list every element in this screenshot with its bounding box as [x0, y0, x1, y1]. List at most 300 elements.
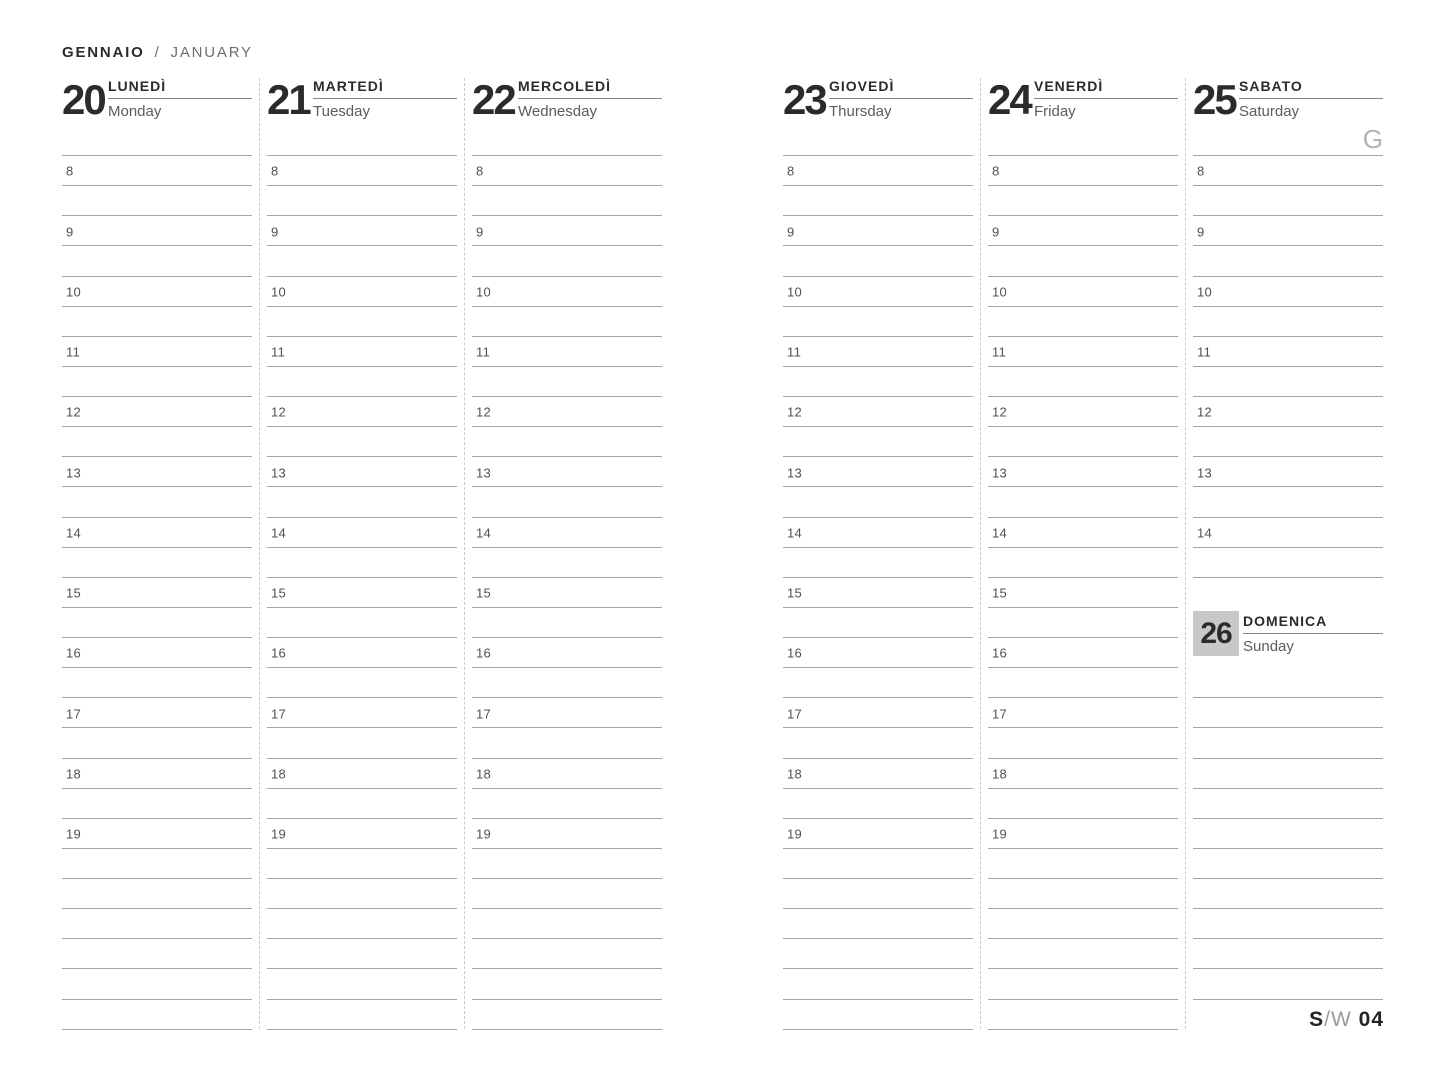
time-slot-row: [783, 638, 973, 668]
time-slot-row: [783, 156, 973, 186]
time-slot-row: [783, 789, 973, 819]
time-slot-row: [988, 216, 1178, 246]
hour-label: 11: [271, 344, 286, 360]
time-slot-row: [267, 487, 457, 517]
hour-label: 18: [787, 766, 803, 782]
day-header: [267, 78, 457, 155]
time-slot-row: [267, 849, 457, 879]
day-name-block: [313, 78, 457, 120]
day-name-block: [1034, 78, 1178, 120]
time-slot-row: [1193, 518, 1383, 548]
time-slot-row: [267, 789, 457, 819]
time-slot-row: [988, 156, 1178, 186]
time-slot-row: [783, 397, 973, 427]
time-slot-row: [472, 1000, 662, 1030]
time-slot-row: [62, 909, 252, 939]
time-slot-row: [1193, 548, 1383, 578]
time-slot-row: [988, 819, 1178, 849]
time-slot-row: [988, 397, 1178, 427]
hour-label: 15: [476, 585, 492, 601]
time-slot-row: [472, 578, 662, 608]
day-name-italian: GIOVEDÌ: [829, 78, 973, 99]
time-slot-row: [62, 216, 252, 246]
time-slot-row: [1193, 487, 1383, 517]
day-name-italian: LUNEDÌ: [108, 78, 252, 99]
time-slot-row: [62, 759, 252, 789]
time-slot-row: [988, 638, 1178, 668]
day-name-block: [108, 78, 252, 120]
time-slot-row: [267, 367, 457, 397]
time-slot-row: [988, 939, 1178, 969]
time-slot-row: [267, 337, 457, 367]
time-slot-row: [62, 608, 252, 638]
time-slot-row: [1193, 759, 1383, 789]
time-slot-row: [472, 608, 662, 638]
day-number: 24: [988, 76, 1031, 123]
time-slot-row: [267, 518, 457, 548]
time-slot-row: [267, 909, 457, 939]
time-slot-row: [783, 277, 973, 307]
hour-label: 13: [66, 465, 82, 481]
day-name-italian: VENERDÌ: [1034, 78, 1178, 99]
time-slot-row: [62, 728, 252, 758]
time-slot-row: [267, 427, 457, 457]
time-slot-row: [1193, 879, 1383, 909]
time-slot-row: [1193, 246, 1383, 276]
hour-label: 10: [66, 284, 82, 300]
time-slot-row: [1193, 819, 1383, 849]
time-slot-row: [62, 939, 252, 969]
time-slot-row: [988, 548, 1178, 578]
time-slot-row: [783, 578, 973, 608]
hour-label: 19: [271, 826, 287, 842]
time-slot-row: [472, 156, 662, 186]
time-slot-row: [267, 698, 457, 728]
time-slot-row: [1193, 216, 1383, 246]
week-label: W: [1330, 1008, 1352, 1031]
week-number: [1309, 1008, 1384, 1032]
time-slot-row: [62, 397, 252, 427]
time-slot-row: [62, 367, 252, 397]
day-name-block: [1243, 611, 1383, 655]
hour-label: 11: [1197, 344, 1212, 360]
day-name-english: Thursday: [829, 103, 892, 120]
time-slot-row: [1193, 156, 1383, 186]
time-slot-row: [988, 789, 1178, 819]
time-slot-row: [62, 246, 252, 276]
month-header: [62, 44, 253, 61]
time-slot-row: [472, 698, 662, 728]
time-slot-row: [267, 819, 457, 849]
time-slot-row: [988, 457, 1178, 487]
hour-label: 11: [66, 344, 81, 360]
time-slot-row: [988, 277, 1178, 307]
time-slot-row: [62, 277, 252, 307]
time-slot-row: [267, 457, 457, 487]
time-slot-row: [62, 156, 252, 186]
time-slot-row: [988, 1000, 1178, 1030]
hour-label: 8: [992, 163, 1000, 179]
time-slot-row: [472, 849, 662, 879]
time-slot-row: [988, 518, 1178, 548]
time-slot-row: [783, 457, 973, 487]
time-slot-row: [62, 548, 252, 578]
time-slot-row: [988, 969, 1178, 999]
hour-label: 14: [992, 525, 1008, 541]
hour-label: 8: [476, 163, 484, 179]
time-slot-row: [783, 849, 973, 879]
hour-label: 17: [992, 706, 1008, 722]
time-slot-row: [988, 759, 1178, 789]
hour-label: 9: [1197, 224, 1205, 240]
time-slot-row: [62, 879, 252, 909]
day-number: 20: [62, 76, 105, 123]
time-slot-row: [1193, 728, 1383, 758]
day-grid: [267, 155, 457, 1030]
time-slot-row: [988, 909, 1178, 939]
time-slot-row: [783, 608, 973, 638]
time-slot-row: [988, 879, 1178, 909]
column-separator: [464, 78, 465, 1029]
time-slot-row: [267, 939, 457, 969]
time-slot-row: [783, 728, 973, 758]
time-slot-row: [1193, 789, 1383, 819]
time-slot-row: [62, 819, 252, 849]
hour-label: 16: [992, 645, 1008, 661]
time-slot-row: [783, 909, 973, 939]
time-slot-row: [472, 879, 662, 909]
time-slot-row: [1193, 849, 1383, 879]
day-number: 25: [1193, 76, 1236, 123]
hour-label: 17: [787, 706, 803, 722]
time-slot-row: [1193, 337, 1383, 367]
hour-label: 10: [1197, 284, 1213, 300]
time-slot-row: [1193, 668, 1383, 698]
day-name-english: Saturday: [1239, 103, 1300, 120]
time-slot-row: [988, 427, 1178, 457]
hour-label: 13: [992, 465, 1008, 481]
day-name-italian: MARTEDÌ: [313, 78, 457, 99]
hour-label: 10: [271, 284, 287, 300]
time-slot-row: [472, 638, 662, 668]
hour-label: 10: [476, 284, 492, 300]
time-slot-row: [783, 819, 973, 849]
day-header: [783, 78, 973, 155]
day-name-italian: SABATO: [1239, 78, 1383, 99]
hour-label: 14: [271, 525, 287, 541]
time-slot-row: [783, 759, 973, 789]
hour-label: 12: [476, 404, 492, 420]
time-slot-row: [62, 578, 252, 608]
hour-label: 9: [271, 224, 279, 240]
day-name-italian: DOMENICA: [1243, 611, 1383, 634]
hour-label: 15: [66, 585, 82, 601]
day-header: [1193, 78, 1383, 155]
hour-label: 12: [787, 404, 803, 420]
time-slot-row: [783, 307, 973, 337]
time-slot-row: [1193, 307, 1383, 337]
time-slot-row: [267, 578, 457, 608]
day-header: [472, 78, 662, 155]
time-slot-row: [472, 969, 662, 999]
time-slot-row: [1193, 427, 1383, 457]
day-column-tuesday: [267, 78, 457, 1029]
time-slot-row: [62, 638, 252, 668]
column-separator: [980, 78, 981, 1029]
hour-label: 11: [992, 344, 1007, 360]
time-slot-row: [62, 1000, 252, 1030]
hour-label: 8: [271, 163, 279, 179]
hour-label: 12: [66, 404, 82, 420]
time-slot-row: [472, 397, 662, 427]
time-slot-row: [472, 518, 662, 548]
hour-label: 14: [66, 525, 82, 541]
hour-label: 8: [1197, 163, 1205, 179]
hour-label: 15: [992, 585, 1008, 601]
time-slot-row: [267, 246, 457, 276]
day-number: 21: [267, 76, 310, 123]
hour-label: 13: [476, 465, 492, 481]
time-slot-row: [988, 367, 1178, 397]
time-slot-row: [472, 939, 662, 969]
day-name-english: Sunday: [1243, 638, 1294, 655]
hour-label: 14: [1197, 525, 1213, 541]
time-slot-row: [472, 759, 662, 789]
hour-label: 9: [787, 224, 795, 240]
hour-label: 11: [476, 344, 491, 360]
day-name-block: [518, 78, 662, 120]
column-separator: [259, 78, 260, 1029]
hour-label: 17: [476, 706, 492, 722]
time-slot-row: [988, 246, 1178, 276]
time-slot-row: [783, 698, 973, 728]
time-slot-row: [1193, 909, 1383, 939]
time-slot-row: [267, 186, 457, 216]
time-slot-row: [472, 909, 662, 939]
time-slot-row: [783, 186, 973, 216]
hour-label: 14: [476, 525, 492, 541]
time-slot-row: [783, 668, 973, 698]
time-slot-row: [62, 668, 252, 698]
time-slot-row: [1193, 698, 1383, 728]
time-slot-row: [62, 698, 252, 728]
time-slot-row: [783, 939, 973, 969]
hour-label: 14: [787, 525, 803, 541]
day-number: 22: [472, 76, 515, 123]
hour-label: 10: [787, 284, 803, 300]
time-slot-row: [62, 427, 252, 457]
day-grid: [62, 155, 252, 1030]
time-slot-row: [988, 728, 1178, 758]
hour-label: 8: [787, 163, 795, 179]
time-slot-row: [472, 548, 662, 578]
time-slot-row: [267, 277, 457, 307]
day-column-monday: [62, 78, 252, 1029]
week-separator: /: [1324, 1008, 1331, 1031]
time-slot-row: [62, 518, 252, 548]
hour-label: 19: [66, 826, 82, 842]
time-slot-row: [472, 307, 662, 337]
hour-label: 19: [787, 826, 803, 842]
hour-label: 19: [476, 826, 492, 842]
time-slot-row: [1193, 397, 1383, 427]
hour-label: 16: [476, 645, 492, 661]
time-slot-row: [267, 397, 457, 427]
day-header: [988, 78, 1178, 155]
time-slot-row: [988, 608, 1178, 638]
time-slot-row: [1193, 969, 1383, 999]
time-slot-row: [988, 186, 1178, 216]
time-slot-row: [472, 186, 662, 216]
time-slot-row: [62, 789, 252, 819]
month-name-italian: GENNAIO: [62, 44, 145, 61]
time-slot-row: [988, 578, 1178, 608]
time-slot-row: [62, 337, 252, 367]
hour-label: 10: [992, 284, 1008, 300]
day-number: 23: [783, 76, 826, 123]
time-slot-row: [472, 487, 662, 517]
time-slot-row: [267, 156, 457, 186]
hour-label: 12: [1197, 404, 1213, 420]
day-name-english: Monday: [108, 103, 162, 120]
time-slot-row: [1193, 578, 1383, 608]
time-slot-row: [267, 728, 457, 758]
time-slot-row: [267, 969, 457, 999]
hour-label: 18: [66, 766, 82, 782]
hour-label: 19: [992, 826, 1008, 842]
hour-label: 13: [271, 465, 287, 481]
time-slot-row: [1193, 939, 1383, 969]
month-name-english: JANUARY: [170, 44, 253, 61]
right-page: [783, 78, 1384, 1029]
day-column-saturday: [1193, 78, 1383, 1029]
time-slot-row: [267, 608, 457, 638]
time-slot-row: [783, 367, 973, 397]
time-slot-row: [988, 307, 1178, 337]
hour-label: 18: [992, 766, 1008, 782]
hour-label: 9: [476, 224, 484, 240]
time-slot-row: [472, 246, 662, 276]
hour-label: 15: [271, 585, 287, 601]
time-slot-row: [267, 1000, 457, 1030]
day-name-english: Friday: [1034, 103, 1076, 120]
time-slot-row: [267, 879, 457, 909]
hour-label: 17: [66, 706, 82, 722]
day-grid: [783, 155, 973, 1030]
hour-label: 8: [66, 163, 74, 179]
hour-label: 18: [271, 766, 287, 782]
time-slot-row: [988, 487, 1178, 517]
time-slot-row: [267, 216, 457, 246]
hour-label: 16: [271, 645, 287, 661]
hour-label: 13: [1197, 465, 1213, 481]
week-value: 04: [1358, 1008, 1384, 1031]
hour-label: 9: [66, 224, 74, 240]
day-grid: [472, 155, 662, 1030]
time-slot-row: [988, 849, 1178, 879]
time-slot-row: [1193, 367, 1383, 397]
day-name-english: Wednesday: [518, 103, 597, 120]
time-slot-row: [472, 789, 662, 819]
time-slot-row: [783, 487, 973, 517]
column-separator: [1185, 78, 1186, 1029]
hour-label: 17: [271, 706, 287, 722]
time-slot-row: [1193, 186, 1383, 216]
day-name-block: [1239, 78, 1383, 120]
time-slot-row: [1193, 277, 1383, 307]
time-slot-row: [472, 367, 662, 397]
day-header-sunday: [1193, 611, 1383, 655]
time-slot-row: [62, 307, 252, 337]
time-slot-row: [267, 668, 457, 698]
brand-logo: G: [1362, 124, 1384, 154]
day-number-highlighted: 26: [1193, 611, 1239, 656]
time-slot-row: [783, 518, 973, 548]
time-slot-row: [1193, 457, 1383, 487]
time-slot-row: [267, 638, 457, 668]
time-slot-row: [472, 819, 662, 849]
time-slot-row: [783, 969, 973, 999]
time-slot-row: [472, 427, 662, 457]
day-name-italian: MERCOLEDÌ: [518, 78, 662, 99]
day-name-block: [829, 78, 973, 120]
time-slot-row: [783, 246, 973, 276]
time-slot-row: [783, 548, 973, 578]
week-settimana-label: S: [1309, 1008, 1325, 1031]
hour-label: 15: [787, 585, 803, 601]
time-slot-row: [783, 337, 973, 367]
left-page: [62, 78, 662, 1029]
hour-label: 12: [992, 404, 1008, 420]
hour-label: 16: [787, 645, 803, 661]
time-slot-row: [267, 307, 457, 337]
time-slot-row: [62, 186, 252, 216]
day-name-english: Tuesday: [313, 103, 370, 120]
time-slot-row: [62, 457, 252, 487]
time-slot-row: [472, 337, 662, 367]
day-column-thursday: [783, 78, 973, 1029]
hour-label: 13: [787, 465, 803, 481]
day-column-friday: [988, 78, 1178, 1029]
month-separator: /: [154, 44, 161, 61]
time-slot-row: [988, 337, 1178, 367]
time-slot-row: [472, 728, 662, 758]
hour-label: 16: [66, 645, 82, 661]
time-slot-row: [472, 277, 662, 307]
time-slot-row: [783, 1000, 973, 1030]
time-slot-row: [472, 216, 662, 246]
time-slot-row: [62, 487, 252, 517]
time-slot-row: [472, 457, 662, 487]
time-slot-row: [988, 668, 1178, 698]
time-slot-row: [783, 427, 973, 457]
day-grid: [988, 155, 1178, 1030]
time-slot-row: [988, 698, 1178, 728]
hour-label: 9: [992, 224, 1000, 240]
hour-label: 11: [787, 344, 802, 360]
hour-label: 18: [476, 766, 492, 782]
time-slot-row: [267, 759, 457, 789]
time-slot-row: [62, 969, 252, 999]
day-header: [62, 78, 252, 155]
time-slot-row: [62, 849, 252, 879]
time-slot-row: [783, 216, 973, 246]
time-slot-row: [267, 548, 457, 578]
hour-label: 12: [271, 404, 287, 420]
day-grid: [1193, 155, 1383, 1030]
day-column-wednesday: [472, 78, 662, 1029]
time-slot-row: [472, 668, 662, 698]
